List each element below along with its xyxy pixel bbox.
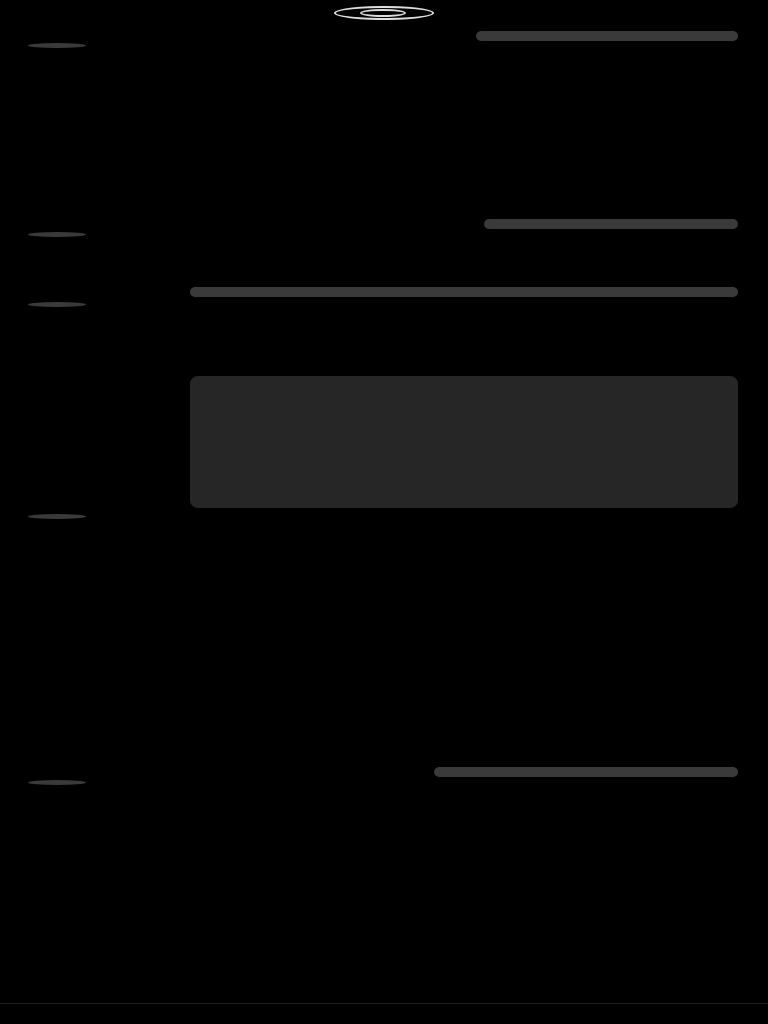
message-tag [434,767,738,777]
footer-divider [0,1003,768,1004]
footer-link[interactable] [290,1008,480,1020]
avatar [28,302,86,307]
message-text [110,514,710,728]
avatar [28,232,86,237]
app-logo-icon[interactable] [334,6,434,20]
message-tag [190,287,738,297]
message-tag [476,31,738,41]
avatar [28,514,86,519]
message-text [110,44,710,216]
message-text [110,780,710,990]
message-text [110,300,710,374]
message-text [110,230,710,284]
message-tag [484,219,738,229]
code-block [190,376,738,508]
avatar [28,43,86,48]
avatar [28,780,86,785]
